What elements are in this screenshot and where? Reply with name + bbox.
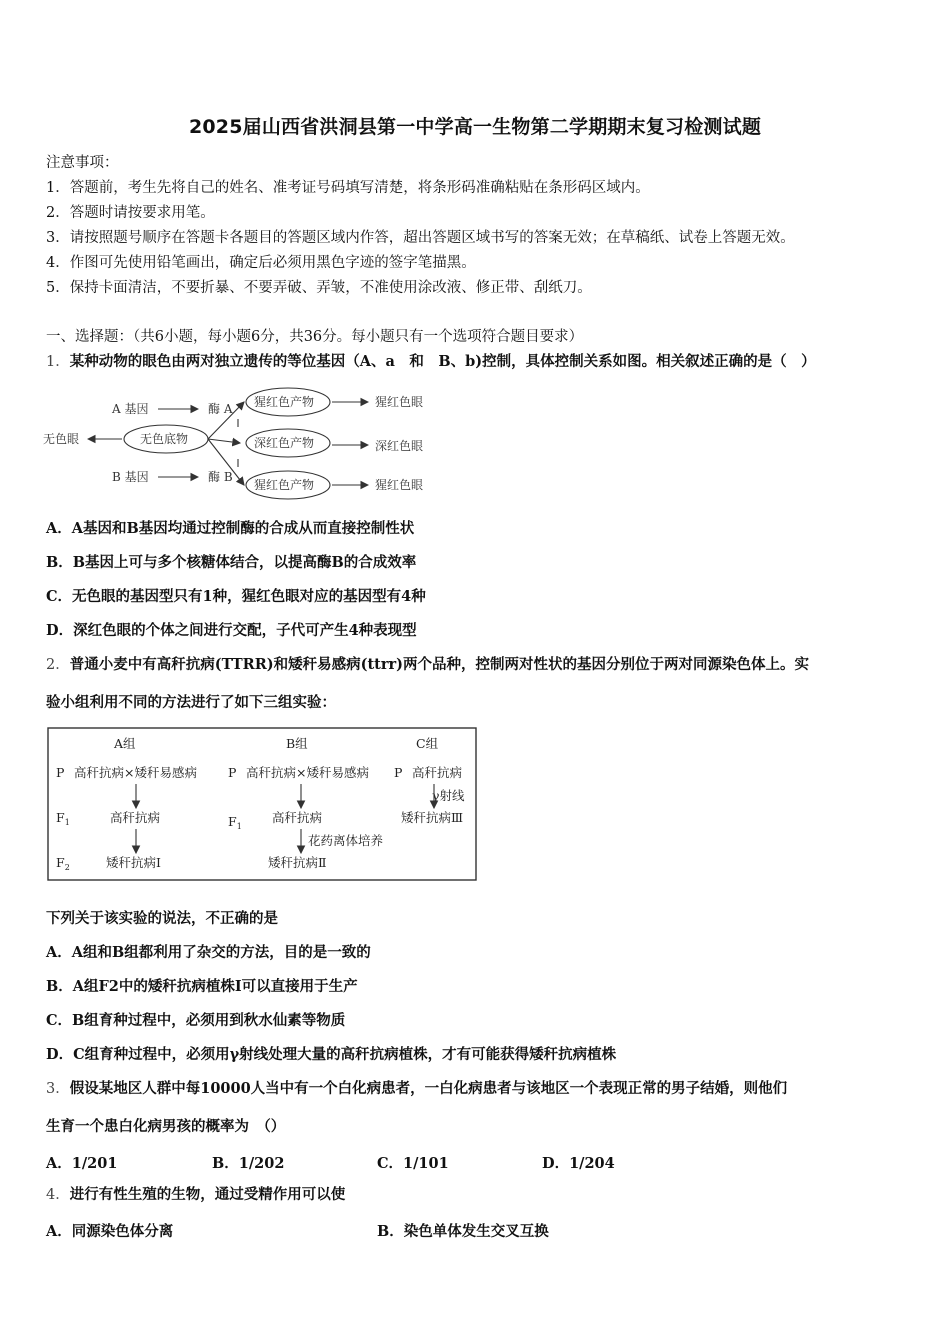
q1-number: 1．: [46, 354, 70, 370]
notice-item: 1．答题前，考生先将自己的姓名、准考证号码填写清楚，将条形码准确粘贴在条形码区域内。: [46, 180, 650, 196]
product-top-label: 猩红色产物: [254, 395, 315, 409]
q1-option-c[interactable]: C．无色眼的基因型只有1种，猩红色眼对应的基因型有4种: [46, 588, 426, 605]
enzyme-a-label: 酶 A: [208, 402, 233, 416]
q1-option-d[interactable]: D．深红色眼的个体之间进行交配，子代可产生4种表现型: [46, 622, 417, 639]
p-label-c: P: [394, 765, 403, 780]
q3-option-a[interactable]: A．1/201: [46, 1155, 118, 1172]
gene-a-label: A 基因: [112, 402, 149, 416]
wheat-breeding-diagram: [46, 726, 478, 882]
notice-item: 3．请按照题号顺序在答题卡各题目的答题区域内作答，超出答题区域书写的答案无效；在草稿纸、试卷上答题无效。: [46, 230, 795, 246]
f1-label-b: $F_1$: [228, 814, 242, 831]
c-method: γ射线: [432, 788, 465, 803]
q3-option-c[interactable]: C．1/101: [377, 1155, 449, 1172]
q4-stem-text: 进行有性生殖的生物，通过受精作用可以使: [69, 1186, 346, 1203]
q2-option-d[interactable]: D．C组育种过程中，必须用γ射线处理大量的高秆抗病植株，才有可能获得矮秆抗病植株: [46, 1046, 617, 1063]
q2-number: 2．: [46, 657, 70, 673]
q3-stem-line2: 生育一个患白化病男孩的概率为 （）: [46, 1118, 286, 1135]
notice-item: 5．保持卡面清洁，不要折暴、不要弄破、弄皱，不准使用涂改液、修正带、刮纸刀。: [46, 280, 592, 296]
c-parent: 高秆抗病: [412, 765, 463, 780]
group-c-label: C组: [416, 736, 439, 751]
gene-b-label: B 基因: [112, 470, 149, 484]
q4-option-a[interactable]: A．同源染色体分离: [46, 1223, 174, 1240]
a-f2: 矮秆抗病Ⅰ: [106, 855, 161, 870]
eye-bot-label: 猩红色眼: [375, 478, 424, 492]
p-label-a: P: [56, 765, 65, 780]
p-label-b: P: [228, 765, 237, 780]
q3-option-b[interactable]: B．1/202: [212, 1155, 285, 1172]
q1-option-a[interactable]: A．A基因和B基因均通过控制酶的合成从而直接控制性状: [46, 520, 415, 537]
page-title: 2025届山西省洪洞县第一中学高一生物第二学期期末复习检测试题: [188, 116, 762, 138]
f2-label-a: $F_2$: [56, 855, 70, 872]
product-mid-label: 深红色产物: [254, 436, 315, 450]
b-f1: 高秆抗病: [272, 810, 323, 825]
eye-color-diagram: [40, 382, 460, 502]
q2-stem-line2: 验小组利用不同的方法进行了如下三组实验：: [46, 694, 336, 711]
a-f1: 高秆抗病: [110, 810, 161, 825]
q2-option-b[interactable]: B．A组F2中的矮秆抗病植株Ⅰ可以直接用于生产: [46, 978, 358, 995]
substrate-label: 无色底物: [140, 432, 189, 446]
f1-label-a: $F_1$: [56, 810, 70, 827]
q3-number: 3．: [46, 1081, 70, 1097]
eye-mid-label: 深红色眼: [375, 439, 424, 453]
group-a-label: A组: [114, 736, 136, 751]
q2-stem-line1: 普通小麦中有高秆抗病(TTRR)和矮秆易感病(ttrr)两个品种，控制两对性状的基因分别位于两对同源染色体上。实: [69, 656, 810, 673]
product-bot-label: 猩红色产物: [254, 478, 315, 492]
notice-heading: 注意事项：: [46, 155, 119, 171]
group-b-label: B组: [286, 736, 308, 751]
q1-stem-text: 某种动物的眼色由两对独立遗传的等位基因（A、a 和 B、b)控制，具体控制关系如图。相关叙述正确的是（ ）: [69, 353, 816, 370]
q1-stem: [46, 353, 816, 371]
c-result: 矮秆抗病Ⅲ: [401, 810, 464, 825]
enzyme-b-label: 酶 B: [208, 470, 233, 484]
colorless-eye-label: 无色眼: [43, 432, 80, 446]
q4-stem: [46, 1186, 345, 1204]
b-cross: 高秆抗病×矮秆易感病: [246, 765, 369, 780]
b-result: 矮秆抗病Ⅱ: [268, 855, 327, 870]
q1-option-b[interactable]: B．B基因上可与多个核糖体结合，以提高酶B的合成效率: [46, 554, 417, 571]
q3-stem-line1: 假设某地区人群中每10000人当中有一个白化病患者，一白化病患者与该地区一个表现正常的男子结婚，则他们: [69, 1080, 788, 1097]
q3-stem: [46, 1080, 787, 1098]
q4-option-b[interactable]: B．染色单体发生交叉互换: [377, 1223, 549, 1240]
b-method: 花药离体培养: [308, 833, 384, 848]
notice-item: 2．答题时请按要求用笔。: [46, 205, 215, 221]
a-cross: 高秆抗病×矮秆易感病: [74, 765, 197, 780]
section-heading: 一、选择题：（共6小题，每小题6分，共36分。每小题只有一个选项符合题目要求）: [46, 329, 584, 345]
eye-top-label: 猩红色眼: [375, 395, 424, 409]
q2-stem: [46, 656, 809, 674]
q2-question: 下列关于该实验的说法，不正确的是: [46, 910, 278, 927]
q3-option-d[interactable]: D．1/204: [542, 1155, 615, 1172]
notice-item: 4．作图可先使用铅笔画出，确定后必须用黑色字迹的签字笔描黑。: [46, 255, 476, 271]
q4-number: 4．: [46, 1187, 70, 1203]
q2-option-c[interactable]: C．B组育种过程中，必须用到秋水仙素等物质: [46, 1012, 346, 1029]
arrow-to-mid: [208, 439, 240, 443]
q2-option-a[interactable]: A．A组和B组都利用了杂交的方法，目的是一致的: [46, 944, 371, 961]
